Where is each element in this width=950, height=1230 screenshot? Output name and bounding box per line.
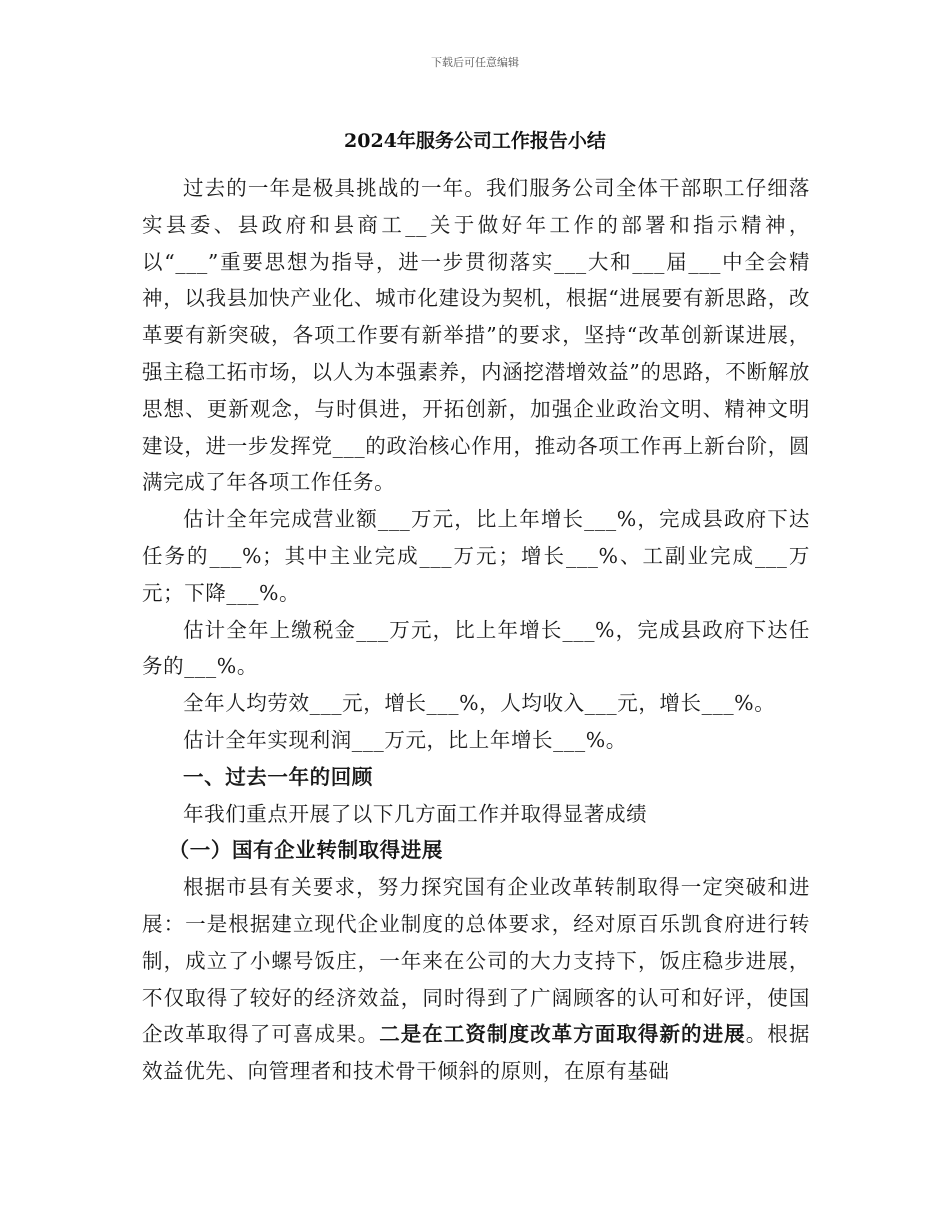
page-title: 2024年服务公司工作报告小结: [344, 130, 606, 152]
paragraph-intro: 过去的一年是极具挑战的一年。我们服务公司全体干部职工仔细落实县委、县政府和县商工__关于做好年工作的部署和指示精神，以“___”重要思想为指导，进一步贯彻落实___大和___届___中全会精神，以我县加快产业化、城市化建设为契机，根据“进展要有新思路，改革要有新突破，各项工作要有新举措”的要求，坚持“改革创新谋进展，强主稳工拓市场，以人为本强素养，内涵挖潜增效益”的思路，不断解放思想、更新观念，与时俱进，开拓创新，加强企业政治文明、精神文明建设，进一步发挥党___的政治核心作用，推动各项工作再上新台阶，圆满完成了年各项工作任务。: [142, 176, 810, 495]
section-heading-review: 一、过去一年的回顾: [183, 764, 373, 789]
paragraph-labor: 全年人均劳效___元，增长___%，人均收入___元，增长___%。: [183, 691, 776, 716]
header-note: 下载后可任意编辑: [431, 56, 519, 69]
paragraph-revenue: 估计全年完成营业额___万元，比上年增长___%，完成县政府下达任务的___%；其中主业完成___万元；增长___%、工副业完成___万元；下降___%。: [142, 507, 810, 605]
paragraph-reform-bold: 二是在工资制度改革方面取得新的进展: [379, 1022, 746, 1047]
subsection-heading-reform: （一）国有企业转制取得进展: [168, 838, 443, 863]
paragraph-profit: 估计全年实现利润___万元，比上年增长___%。: [183, 727, 627, 752]
paragraph-reform-tail: 。根据效益优先、向管理者和技术骨干倾斜的原则，在原有基础: [142, 1022, 810, 1084]
paragraph-reform: [142, 869, 810, 1090]
paragraph-tax: 估计全年上缴税金___万元，比上年增长___%，完成县政府下达任务的___%。: [142, 617, 810, 679]
document-body: [142, 170, 810, 1090]
paragraph-reform-text: 根据市县有关要求，努力探究国有企业改革转制取得一定突破和进展：一是根据建立现代企业制度的总体要求，经对原百乐凯食府进行转制，成立了小螺号饭庄，一年来在公司的大力支持下，饭庄稳步进展，不仅取得了较好的经济效益，同时得到了广阔顾客的认可和好评，使国企改革取得了可喜成果。: [142, 875, 810, 1047]
paragraph-review-intro: 年我们重点开展了以下几方面工作并取得显著成绩: [183, 801, 648, 826]
